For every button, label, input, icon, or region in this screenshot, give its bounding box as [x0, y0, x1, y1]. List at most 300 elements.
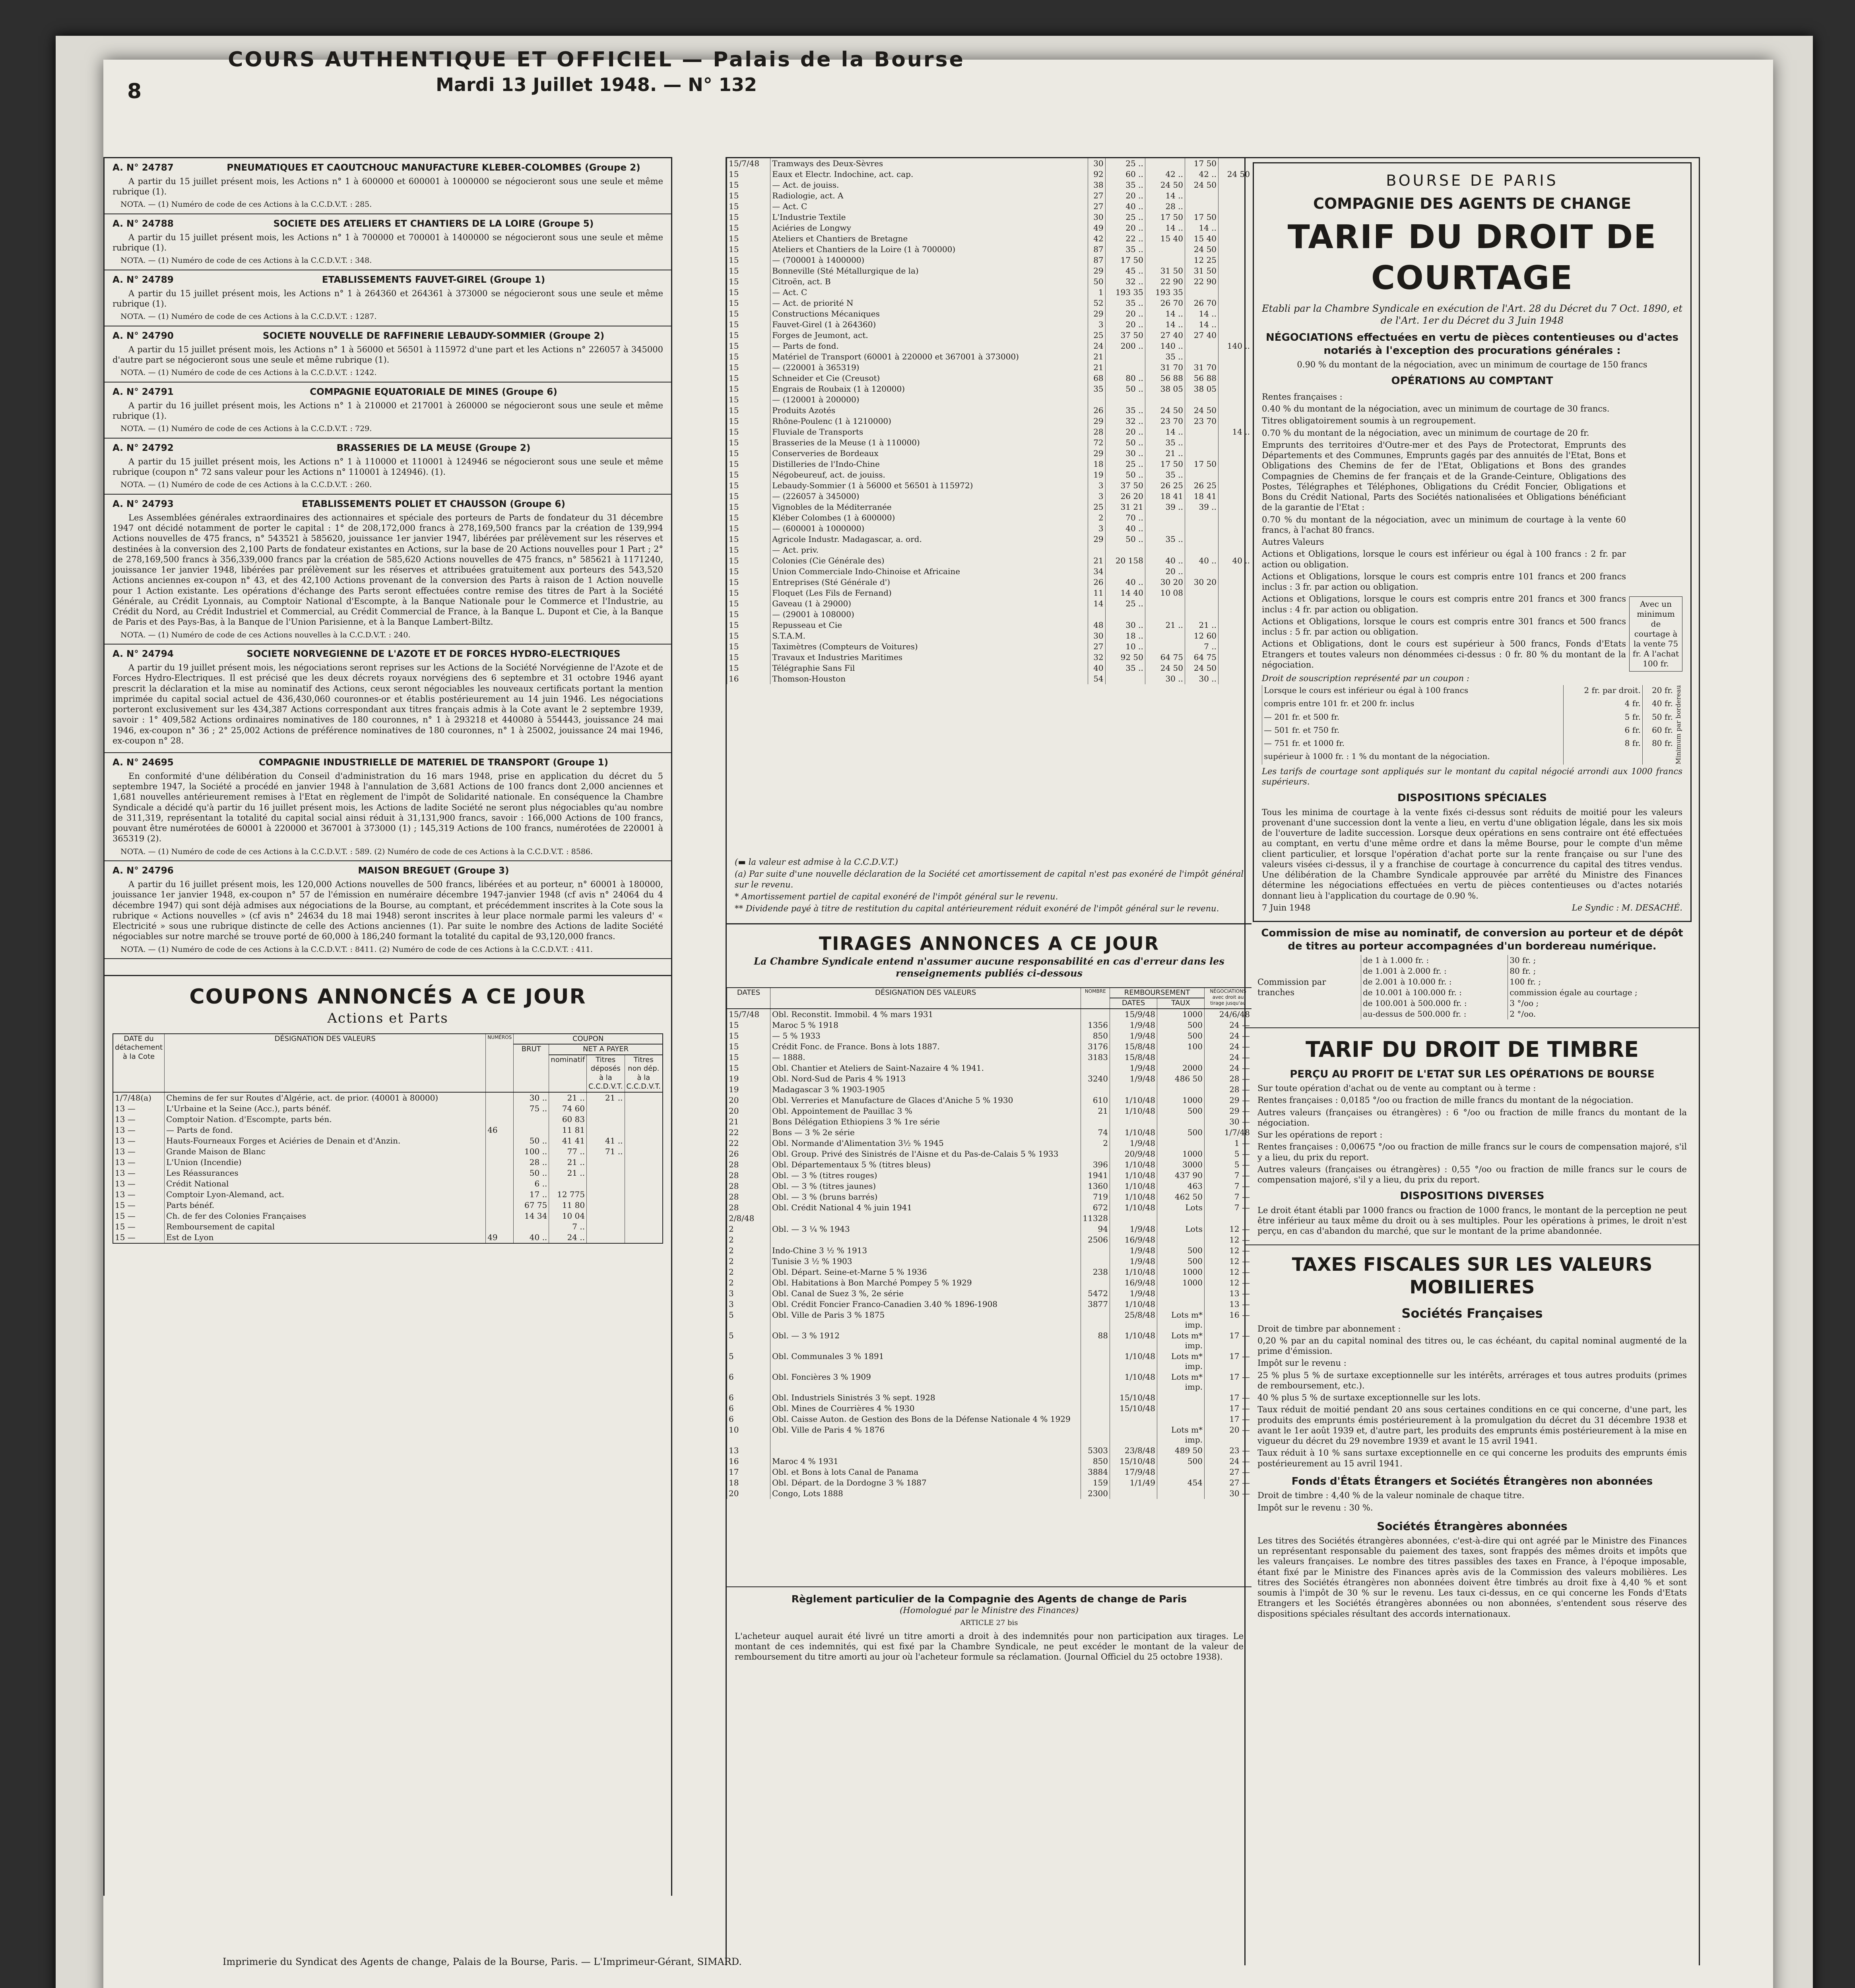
dividend-row-cell: 29 — [1088, 416, 1105, 427]
dividend-row-cell: 32 .. — [1105, 416, 1145, 427]
coupon-row-cell — [625, 1178, 663, 1189]
dividend-row-cell: 15 — [727, 244, 770, 255]
dividend-row — [727, 180, 1252, 190]
dividend-row-cell: Télégraphie Sans Fil — [770, 663, 1088, 674]
dividend-row-cell: — Act. priv. — [770, 545, 1088, 555]
dividend-row-cell: 40 .. — [1105, 577, 1145, 588]
dividend-row-cell: 14 .. — [1145, 190, 1185, 201]
tirage-row-cell: 15/9/48 — [1110, 1009, 1157, 1020]
commission-section — [1246, 927, 1699, 1019]
dividend-row-cell: Produits Azotés — [770, 405, 1088, 416]
dividend-row-cell: 14 .. — [1219, 427, 1252, 437]
dividend-row-cell: 21 .. — [1185, 620, 1218, 631]
dividend-row-cell — [1185, 201, 1218, 212]
tirage-row-cell: 30 — — [1205, 1488, 1252, 1499]
tirage-row — [727, 1009, 1252, 1020]
tirage-row-cell: 24 — — [1205, 1041, 1252, 1052]
tirage-row — [727, 1224, 1252, 1235]
tirage-row-cell: 5303 — [1081, 1445, 1110, 1456]
coupon-row-cell: — Parts de fond. — [165, 1125, 486, 1136]
dividend-row-cell: 25 — [1088, 330, 1105, 341]
dividend-row-cell — [1185, 341, 1218, 351]
dividend-row-cell: 14 40 — [1105, 588, 1145, 598]
notice-item — [105, 495, 671, 645]
tirage-row-cell: 12 — — [1205, 1235, 1252, 1245]
tirage-row-cell: 17 — — [1205, 1330, 1252, 1351]
tirage-row-cell: Congo, Lots 1888 — [770, 1488, 1081, 1499]
right-column — [1244, 157, 1700, 1965]
coupon-row-cell — [587, 1189, 625, 1200]
notice-number: A. N° 24787 — [113, 163, 174, 173]
tirage-row-cell — [1157, 1403, 1205, 1414]
coupon-row-cell — [486, 1221, 514, 1232]
coupon-row-cell: 50 .. — [514, 1168, 549, 1178]
tirage-row-cell: 17 — — [1205, 1372, 1252, 1392]
coupon-row-cell — [625, 1189, 663, 1200]
dividend-row-cell: 15 — [727, 620, 770, 631]
tirage-row-cell: 454 — [1157, 1477, 1205, 1488]
tirage-row-cell: 12 — — [1205, 1277, 1252, 1288]
dividend-row-cell: S.T.A.M. — [770, 631, 1088, 641]
tirage-row-cell: 16/9/48 — [1110, 1235, 1157, 1245]
timbre-sub: PERÇU AU PROFIT DE L'ETAT SUR LES OPÉRATIONS DE BOURSE — [1290, 1068, 1655, 1080]
dividend-row-cell: 25 .. — [1105, 598, 1145, 609]
notice-body: A partir du 15 juillet présent mois, les Actions n° 1 à 110000 et 110001 à 124946 se négocieront sous une seule et même rubrique (coupon n° 72 sans valeur pour les Actions n° 110001 à 124946). (1). — [113, 456, 663, 477]
coupon-row-cell: 21 .. — [549, 1157, 587, 1168]
dividend-row-cell: 15 — [727, 287, 770, 298]
coupon-row-cell: 13 — — [113, 1146, 165, 1157]
dividend-row-cell: 18 41 — [1185, 491, 1218, 502]
fonds-head: Fonds d'États Étrangers et Sociétés Étrangères non abonnées — [1291, 1475, 1653, 1487]
tirage-row-cell: 1/10/48 — [1110, 1170, 1157, 1181]
dividend-row-cell — [1185, 598, 1218, 609]
dividend-row-cell: 64 75 — [1145, 652, 1185, 663]
tirage-row-cell — [1081, 1149, 1110, 1159]
dividend-row-cell: 15 — [727, 223, 770, 233]
tirage-row-cell — [1110, 1213, 1157, 1224]
souscription-row — [1262, 712, 1675, 725]
comptant-line: Autres Valeurs — [1262, 537, 1324, 547]
tirage-row-cell: 16/9/48 — [1110, 1277, 1157, 1288]
dividend-row-cell: 15 — [727, 330, 770, 341]
dividend-row-cell: 15 — [727, 362, 770, 373]
footnote-line: (▬ la valeur est admise à la C.C.D.V.T.) — [735, 857, 898, 867]
dividend-row-cell: 15 — [727, 598, 770, 609]
dividend-row-cell: 14 .. — [1145, 223, 1185, 233]
dividend-row-cell: 31 70 — [1145, 362, 1185, 373]
tirage-row-cell: 1/10/48 — [1110, 1330, 1157, 1351]
dividend-row-cell: Kléber Colombes (1 à 600000) — [770, 513, 1088, 523]
dividend-row-cell: 29 — [1088, 534, 1105, 545]
coupon-row — [113, 1178, 663, 1189]
tirage-row — [727, 1267, 1252, 1277]
commission-row — [1361, 955, 1687, 966]
dividend-row-cell: — Act. C — [770, 201, 1088, 212]
tirage-row-cell: 2 — [727, 1224, 770, 1235]
souscription-note: Les tarifs de courtage sont appliqués sur le montant du capital négocié arrondi aux 1000 francs supérieurs. — [1262, 766, 1682, 786]
dividend-row-cell: 29 — [1088, 448, 1105, 459]
coupon-row-cell: 13 — — [113, 1103, 165, 1114]
tirage-row-cell — [1157, 1288, 1205, 1299]
tirage-row-cell: 5 — [727, 1310, 770, 1330]
dividend-row-cell: 14 .. — [1145, 427, 1185, 437]
coupon-row-cell: 13 — — [113, 1125, 165, 1136]
dividend-row-cell: 15 — [727, 384, 770, 394]
dividend-row-cell — [1105, 362, 1145, 373]
dividend-row-cell: Taximètres (Compteurs de Voitures) — [770, 641, 1088, 652]
footnote-line: ** Dividende payé à titre de restitution du capital antérieurement réduit exonéré de l'impôt général sur le revenu. — [735, 904, 1219, 913]
coupon-row-cell: Grande Maison de Blanc — [165, 1146, 486, 1157]
footnote-line: (a) Par suite d'une nouvelle déclaration de la Société cet amortissement de capital n'est pas exonéré de l'impôt général sur le revenu. — [735, 869, 1244, 889]
tirages-table-body — [727, 1009, 1252, 1499]
dividend-row — [727, 362, 1252, 373]
tirage-row-cell: Obl. Départementaux 5 % (titres bleus) — [770, 1159, 1081, 1170]
dividend-row-cell — [1145, 394, 1185, 405]
notice-item — [105, 214, 671, 270]
tirage-row-cell: 1000 — [1157, 1277, 1205, 1288]
commission-row-cell: commission égale au courtage ; — [1508, 987, 1687, 998]
tirage-row-cell: 3884 — [1081, 1467, 1110, 1477]
tirage-row-cell: 13 — [727, 1445, 770, 1456]
tirage-row-cell: 500 — [1157, 1106, 1205, 1116]
tirage-row — [727, 1456, 1252, 1467]
dividend-row-cell: 37 50 — [1105, 330, 1145, 341]
dividend-row — [727, 319, 1252, 330]
dividend-row-cell: Ateliers et Chantiers de la Loire (1 à 700000) — [770, 244, 1088, 255]
timbre-section — [1246, 1027, 1699, 1237]
tirage-row-cell: 1356 — [1081, 1020, 1110, 1031]
dividend-row — [727, 309, 1252, 319]
dividend-row-cell: 50 .. — [1105, 534, 1145, 545]
souscription-row — [1262, 738, 1675, 751]
timbre-title: TARIF DU DROIT DE TIMBRE — [1305, 1037, 1639, 1062]
dividend-row-cell: 50 .. — [1105, 470, 1145, 480]
tirage-row-cell: 2000 — [1157, 1063, 1205, 1074]
tirage-row — [727, 1467, 1252, 1477]
dispositions-head: DISPOSITIONS SPÉCIALES — [1397, 792, 1547, 804]
reglement-subtitle: (Homologué par le Ministre des Finances) — [900, 1606, 1079, 1615]
taxes-title: TAXES FISCALES SUR LES VALEURS MOBILIERES — [1292, 1253, 1653, 1298]
tirage-row-cell: Obl. et Bons à lots Canal de Panama — [770, 1467, 1081, 1477]
notice-body: En conformité d'une délibération du Conseil d'administration du 16 mars 1948, prise en application du décret du 5 septembre 1947, la Société a procédé en janvier 1948 à l'annulation de 3,681 Actions de 100 francs dont 2,000 anciennes et 1,681 nouvelles antérieurement remises à l'Etat en règlement de l'impôt de Solidarité nationale. En conséquence la Chambre Syndicale a décidé qu'à partir du 16 juillet présent mois, les Actions de ladite Société ne seront plus négociables qu'au nombre de 311,319, représentant la totalité du capital social ainsi réduit à 31,131,900 francs, savoir : 166,000 Actions de 100 francs, pouvant être numérotées de 60001 à 220000 et 367001 à 373000 (1) ; 145,319 Actions de 100 francs, numérotées de 220001 à 365319 (2). — [113, 771, 663, 844]
tirage-row-cell: 28 — [727, 1192, 770, 1202]
dividend-row-cell: Bonneville (Sté Métallurgique de la) — [770, 266, 1088, 276]
tirage-row — [727, 1235, 1252, 1245]
dividend-row — [727, 351, 1252, 362]
souscription-row-cell: — 501 fr. et 750 fr. — [1262, 725, 1564, 738]
dividend-row-cell: 7 .. — [1185, 641, 1218, 652]
dividend-row-cell: 15 — [727, 169, 770, 180]
tirage-row — [727, 1488, 1252, 1499]
dividend-row-cell — [1105, 609, 1145, 620]
dividend-row-cell: 30 20 — [1145, 577, 1185, 588]
dividend-row-cell: 14 .. — [1145, 319, 1185, 330]
tirage-row-cell: 672 — [1081, 1202, 1110, 1213]
notice-number: A. N° 24789 — [113, 275, 174, 285]
tirage-row-cell — [1157, 1084, 1205, 1095]
dividend-row — [727, 577, 1252, 588]
societes-fr-line: Droit de timbre par abonnement : — [1257, 1324, 1401, 1334]
dividend-row — [727, 470, 1252, 480]
dividend-row-cell: 25 .. — [1105, 158, 1145, 169]
dividend-row-cell: 35 .. — [1145, 470, 1185, 480]
tirage-row-cell: 5 — [727, 1351, 770, 1372]
dividend-row-cell: 15 — [727, 502, 770, 513]
tirage-row-cell: 1/10/48 — [1110, 1192, 1157, 1202]
dividend-row-cell: 32 .. — [1105, 276, 1145, 287]
notice-body: A partir du 15 juillet présent mois, les Actions n° 1 à 56000 et 56501 à 115972 d'une part et les Actions n° 226057 à 345000 d'autre part se négocieront sous une seule et même rubrique (1). — [113, 344, 663, 365]
coupon-row-cell: 21 .. — [549, 1168, 587, 1178]
dividend-row-cell: 54 — [1088, 674, 1105, 684]
coupon-row-cell: 40 .. — [514, 1232, 549, 1243]
tirage-row-cell: 463 — [1157, 1181, 1205, 1192]
dividend-row — [727, 437, 1252, 448]
societes-fr-line: Taux réduit à 10 % sans surtaxe exceptionnelle en ce qui concerne les produits des emprunts émis postérieurement au 15 avril 1941. — [1257, 1448, 1687, 1468]
dividend-row-cell: 15 — [727, 545, 770, 555]
tirages-col-rdates: DATES — [1110, 998, 1157, 1009]
page-number: 8 — [127, 80, 142, 103]
dividend-row-cell: 30 — [1088, 212, 1105, 223]
comptant-line: Actions et Obligations, lorsque le cours est compris entre 301 francs et 500 francs inclus : 5 fr. par action ou obligation. — [1262, 616, 1626, 637]
societes-fr-line: 0,20 % par an du capital nominal des titres ou, le cas échéant, du capital nominal augmenté de la prime d'émission. — [1257, 1336, 1687, 1356]
tirage-row-cell: Obl. Verreries et Manufacture de Glaces d'Aniche 5 % 1930 — [770, 1095, 1081, 1106]
dividend-row — [727, 534, 1252, 545]
dividend-row-cell — [1105, 351, 1145, 362]
tirage-row-cell: 20 — — [1205, 1425, 1252, 1445]
dividend-row-cell — [1105, 674, 1145, 684]
dividend-row — [727, 287, 1252, 298]
coupon-row-cell — [587, 1168, 625, 1178]
dividend-row — [727, 545, 1252, 555]
commission-table-body — [1361, 955, 1687, 1019]
tirages-group-remboursement: REMBOURSEMENT — [1110, 988, 1205, 998]
tirage-row — [727, 1181, 1252, 1192]
dividend-row — [727, 652, 1252, 663]
comptant-line: Emprunts des territoires d'Outre-mer et des Pays de Protectorat, Emprunts des Départements et des Communes, Emprunts gagés par des annuités de l'Etat, Bons et Obligations des Chemins de fer de l'Etat, Obligations et Bons des grandes Compagnies de Chemins de fer français et de la Grande-Ceinture, Obligations des Postes, Télégraphes et Téléphones, Obligations du Crédit Foncier, Obligations et Bons du Crédit National, Parts des Sociétés nationalisées et Obligations bénéficiant de la garantie de l'Etat : — [1262, 440, 1626, 513]
souscription-row-cell: Lorsque le cours est inférieur ou égal à 100 francs — [1262, 685, 1564, 698]
dividend-row-cell: 64 75 — [1185, 652, 1218, 663]
reglement-title: Règlement particulier de la Compagnie des Agents de change de Paris — [791, 1593, 1187, 1605]
dividend-row — [727, 201, 1252, 212]
reglement-box — [727, 1586, 1252, 1670]
dividend-row-cell: Ateliers et Chantiers de Bretagne — [770, 233, 1088, 244]
coupon-row — [113, 1092, 663, 1103]
commission-row-cell: au-dessus de 500.000 fr. : — [1361, 1009, 1508, 1019]
tirage-row-cell: Obl. Group. Privé des Sinistrés de l'Aisne et du Pas-de-Calais 5 % 1933 — [770, 1149, 1081, 1159]
coupon-row-cell: 77 .. — [549, 1146, 587, 1157]
notice-title: ETABLISSEMENTS POLIET ET CHAUSSON (Groupe 6) — [302, 499, 565, 509]
notice-header — [113, 648, 663, 660]
commission-row-cell: de 100.001 à 500.000 fr. : — [1361, 998, 1508, 1009]
tirage-row-cell: 1/10/48 — [1110, 1159, 1157, 1170]
coupons-table — [113, 1033, 663, 1244]
tirage-row-cell: 1/10/48 — [1110, 1106, 1157, 1116]
tirage-row-cell — [1110, 1425, 1157, 1445]
notice-title: COMPAGNIE EQUATORIALE DE MINES (Groupe 6) — [310, 387, 557, 397]
dividend-row-cell: 27 40 — [1185, 330, 1218, 341]
souscription-row-cell: compris entre 101 fr. et 200 fr. inclus — [1262, 698, 1564, 711]
negociations-head: NÉGOCIATIONS effectuées en vertu de pièces contentieuses ou d'actes notariés à l'exception des procurations générales : — [1266, 332, 1678, 357]
tirage-row-cell: 5 — — [1205, 1149, 1252, 1159]
dividend-row-cell: 1 — [1088, 287, 1105, 298]
tirage-row — [727, 1403, 1252, 1414]
tirage-row-cell: 500 — [1157, 1245, 1205, 1256]
coupon-row-cell: Les Réassurances — [165, 1168, 486, 1178]
dividend-row-cell: 140 .. — [1145, 341, 1185, 351]
tirage-row-cell: Obl. Communales 3 % 1891 — [770, 1351, 1081, 1372]
tirage-row-cell: 15 — [727, 1031, 770, 1041]
coupon-row-cell — [587, 1232, 625, 1243]
dividend-row-cell: 87 — [1088, 244, 1105, 255]
coupon-row — [113, 1136, 663, 1146]
coupon-row-cell — [625, 1092, 663, 1103]
tirage-row-cell — [1081, 1392, 1110, 1403]
dividend-row-cell: 28 — [1088, 427, 1105, 437]
notice-header — [113, 865, 663, 877]
dividend-row-cell: 34 — [1088, 566, 1105, 577]
dividend-row-cell: 35 .. — [1105, 405, 1145, 416]
coupon-row-cell — [625, 1211, 663, 1221]
dividend-row-cell: Lebaudy-Sommier (1 à 56000 et 56501 à 115972) — [770, 480, 1088, 491]
dividend-table-body — [727, 158, 1252, 684]
souscription-row-cell — [1564, 751, 1643, 764]
dividend-row-cell: Radiologie, act. A — [770, 190, 1088, 201]
tirage-row — [727, 1256, 1252, 1267]
coupon-row-cell: 30 .. — [514, 1092, 549, 1103]
comptant-line: Titres obligatoirement soumis à un regroupement. — [1262, 416, 1476, 426]
dividend-row-cell — [1145, 158, 1185, 169]
coupon-row-cell: 100 .. — [514, 1146, 549, 1157]
tirage-row-cell: 2 — [727, 1245, 770, 1256]
dividend-row-cell: 35 .. — [1105, 180, 1145, 190]
dividend-row-cell: 35 .. — [1105, 298, 1145, 309]
tirage-row-cell: Obl. — 3 % (titres rouges) — [770, 1170, 1081, 1181]
dividend-row-cell: 140 .. — [1219, 341, 1252, 351]
coupon-row-cell: Remboursement de capital — [165, 1221, 486, 1232]
dividend-row-cell: 40 .. — [1219, 555, 1252, 566]
coupon-row-cell — [486, 1178, 514, 1189]
tirage-row-cell: 6 — [727, 1392, 770, 1403]
dividend-row-cell: 15 — [727, 201, 770, 212]
coupon-row-cell: 28 .. — [514, 1157, 549, 1168]
tirage-row-cell: 28 — [727, 1181, 770, 1192]
tirage-row-cell: 13 — — [1205, 1288, 1252, 1299]
coupon-row-cell: 74 60 — [549, 1103, 587, 1114]
notice-number: A. N° 24791 — [113, 387, 174, 397]
tirage-row-cell: 1000 — [1157, 1267, 1205, 1277]
tirage-row — [727, 1138, 1252, 1149]
dividend-row-cell: 40 — [1088, 663, 1105, 674]
tirage-row-cell: 15/10/48 — [1110, 1456, 1157, 1467]
tirage-row — [727, 1116, 1252, 1127]
coupon-row-cell: 15 — — [113, 1221, 165, 1232]
dispositions-date: 7 Juin 1948 — [1262, 903, 1311, 912]
tirage-row — [727, 1351, 1252, 1372]
dividend-row-cell: 14 .. — [1185, 309, 1218, 319]
notice-title: ETABLISSEMENTS FAUVET-GIREL (Groupe 1) — [322, 275, 545, 285]
tirage-row-cell: 437 90 — [1157, 1170, 1205, 1181]
dividend-row-cell: 23 70 — [1145, 416, 1185, 427]
dividend-row-cell: Travaux et Industries Maritimes — [770, 652, 1088, 663]
commission-label: Commission par tranches — [1257, 977, 1326, 998]
dividend-row-cell — [1185, 448, 1218, 459]
notice-title: SOCIETE NOUVELLE DE RAFFINERIE LEBAUDY-SOMMIER (Groupe 2) — [262, 331, 605, 341]
dividend-row-cell: 14 .. — [1185, 223, 1218, 233]
souscription-row — [1262, 751, 1675, 764]
minimum-note: Avec un minimum de courtage à la vente 75 fr. A l'achat 100 fr. — [1629, 596, 1682, 672]
notice-nota: NOTA. — (1) Numéro de code de ces Actions à la C.C.D.V.T. : 1242. — [120, 368, 377, 377]
tirage-row-cell: 26 — [727, 1149, 770, 1159]
tirage-row-cell: Obl. Mines de Courrières 4 % 1930 — [770, 1403, 1081, 1414]
dispositions-text: Tous les minima de courtage à la vente fixés ci-dessus sont réduits de moitié pour les valeurs provenant d'une succession dont la vente a lieu, en vertu d'une obligation légale, dans les six mois de l'ouverture de ladite succession. Lorsque deux opérations en sens contraire ont été effectuées au comptant, en vertu d'une même ordre et dans la même Bourse, pour le compte d'un même client particulier, et lorsque l'opération d'achat porte sur la rente française ou sur l'une des valeurs visées ci-dessus, il y a franchise de courtage à concurrence du capital des titres vendus. Une délibération de la Chambre Syndicale approuvée par arrêté du Ministre des Finances détermine les négociations effectuées en vertu de pièces contentieuses ou d'actes notariés donnant lieu à l'application du courtage de 0.90 %. — [1262, 807, 1682, 901]
dividend-row-cell: 15 — [727, 437, 770, 448]
dividend-row-cell: Conserveries de Bordeaux — [770, 448, 1088, 459]
notice-number: A. N° 24794 — [113, 649, 174, 660]
dividend-row-cell: 15 — [727, 555, 770, 566]
dividend-row-cell — [1185, 287, 1218, 298]
notice-title: SOCIETE NORVEGIENNE DE L'AZOTE ET DE FORCES HYDRO-ELECTRIQUES — [246, 649, 621, 660]
tirage-row — [727, 1041, 1252, 1052]
tirage-row — [727, 1310, 1252, 1330]
notice-header — [113, 274, 663, 286]
commission-row — [1361, 998, 1687, 1009]
dividend-row-cell: 2 — [1088, 513, 1105, 523]
dividend-row-cell: 24 50 — [1145, 663, 1185, 674]
notice-item — [105, 270, 671, 326]
dividend-row-cell: 21 .. — [1145, 448, 1185, 459]
notice-nota: NOTA. — (1) Numéro de code de ces Actions à la C.C.D.V.T. : 260. — [120, 480, 372, 489]
tirage-row-cell: 15 — [727, 1052, 770, 1063]
tirage-row-cell: 30 — — [1205, 1116, 1252, 1127]
tirage-row-cell: Lots — [1157, 1202, 1205, 1213]
coupons-col-deposes: Titres déposés à la C.C.D.V.T. — [587, 1055, 625, 1092]
tirage-row — [727, 1299, 1252, 1310]
dividend-row-cell — [1145, 609, 1185, 620]
tirage-row-cell: 15/8/48 — [1110, 1041, 1157, 1052]
dividend-row-cell: 39 .. — [1145, 502, 1185, 513]
tirage-row-cell: — 1888. — [770, 1052, 1081, 1063]
tirage-row-cell: 1/10/48 — [1110, 1095, 1157, 1106]
dividend-row-cell: — (700001 à 1400000) — [770, 255, 1088, 266]
tirage-row-cell: 1/10/48 — [1110, 1202, 1157, 1213]
tirage-row-cell — [1110, 1084, 1157, 1095]
tirage-row-cell — [1110, 1488, 1157, 1499]
tirage-row-cell: 7 — — [1205, 1181, 1252, 1192]
dividend-row-cell: 31 70 — [1185, 362, 1218, 373]
dividend-row-cell: Aciéries de Longwy — [770, 223, 1088, 233]
coupon-row-cell: 11 81 — [549, 1125, 587, 1136]
tirage-row — [727, 1202, 1252, 1213]
tirage-row-cell — [770, 1213, 1081, 1224]
tirage-row-cell: 12 — — [1205, 1224, 1252, 1235]
dividend-row-cell: 21 — [1088, 351, 1105, 362]
tirage-row-cell: 12 — — [1205, 1256, 1252, 1267]
coupon-row-cell — [625, 1221, 663, 1232]
societes-fr-head: Sociétés Françaises — [1401, 1305, 1543, 1321]
coupon-row-cell — [486, 1200, 514, 1211]
souscription-table-body — [1262, 685, 1675, 764]
tirage-row-cell: 3 — [727, 1288, 770, 1299]
souscription-table — [1262, 685, 1675, 764]
notice-body: A partir du 15 juillet présent mois, les Actions n° 1 à 700000 et 700001 à 1400000 se négocieront sous une seule et même rubrique (1). — [113, 232, 663, 252]
dividend-row-cell: 45 .. — [1105, 266, 1145, 276]
comptant-head: OPÉRATIONS AU COMPTANT — [1391, 375, 1553, 387]
coupon-row — [113, 1189, 663, 1200]
dividend-row-cell: 15 — [727, 309, 770, 319]
dividend-row — [727, 641, 1252, 652]
coupon-row-cell — [587, 1157, 625, 1168]
tirage-row-cell: 17/9/48 — [1110, 1467, 1157, 1477]
